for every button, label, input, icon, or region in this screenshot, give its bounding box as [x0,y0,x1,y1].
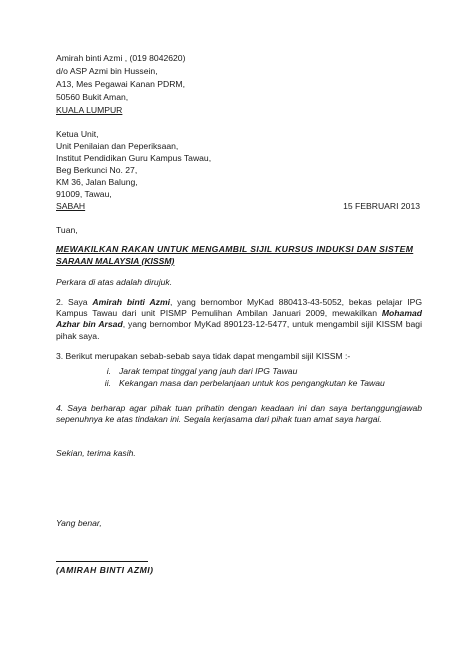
paragraph-4: 4. Saya berharap agar pihak tuan prihatin dengan keadaan ini dan saya bertanggungjawab sepenuhnya ke atas tindakan ini. Segala kerjasama dari pihak tuan amat saya hargai. [56,403,422,425]
intro-text: Perkara di atas adalah dirujuk. [56,277,173,287]
sender-line: d/o ASP Azmi bin Hussein, [56,66,158,76]
salutation: Tuan, [56,225,78,235]
representative-name: Mohamad Azhar bin Arsad [56,308,422,330]
applicant-name: Amirah binti Azmi [92,297,170,307]
sender-city: KUALA LUMPUR [56,105,123,115]
sender-line: Amirah binti Azmi , (019 8042620) [56,53,186,63]
signoff: Yang benar, [56,518,102,528]
closing: Sekian, terima kasih. [56,448,136,458]
sender-line: 50560 Bukit Aman, [56,92,129,102]
reason-text: Kekangan masa dan perbelanjaan untuk kos pengangkutan ke Tawau [119,378,385,388]
para2-text: , yang bernombor MyKad 880413-43-5052, bekas pelajar IPG Kampus Tawau dari unit PISMP Pemulihan Ambilan Januari 2009, mewakilkan [56,297,423,319]
para2-text: , yang bernombor MyKad 890123-12-5477, untuk mengambil sijil KISSM bagi pihak saya. [56,319,423,341]
paragraph-2 [56,297,422,342]
reason-text: Jarak tempat tinggal yang jauh dari IPG Tawau [119,366,298,376]
recipient-line: Institut Pendidikan Guru Kampus Tawau, [56,153,212,163]
subject-line-2: SARAAN MALAYSIA (KISSM) [56,256,175,266]
para3-intro: 3. Berikut merupakan sebab-sebab saya tidak dapat mengambil sijil KISSM :- [56,351,351,361]
subject-line-1: MEWAKILKAN RAKAN UNTUK MENGAMBIL SIJIL KURSUS INDUKSI DAN SISTEM [56,244,414,254]
signature-name: (AMIRAH BINTI AZMI) [56,565,154,575]
para2-text: 2. Saya [56,297,93,307]
recipient-line: Ketua Unit, [56,129,99,139]
sender-line: A13, Mes Pegawai Kanan PDRM, [56,79,185,89]
recipient-line: KM 36, Jalan Balung, [56,177,138,187]
reason-number: i. [106,366,111,376]
recipient-line: 91009, Tawau, [56,189,112,199]
recipient-line: Beg Berkunci No. 27, [56,165,138,175]
recipient-line: Unit Penilaian dan Peperiksaan, [56,141,179,151]
reason-number: ii. [104,378,111,388]
recipient-state: SABAH [56,201,86,211]
letter-date: 15 FEBRUARI 2013 [343,201,420,211]
signature-line [56,561,148,562]
